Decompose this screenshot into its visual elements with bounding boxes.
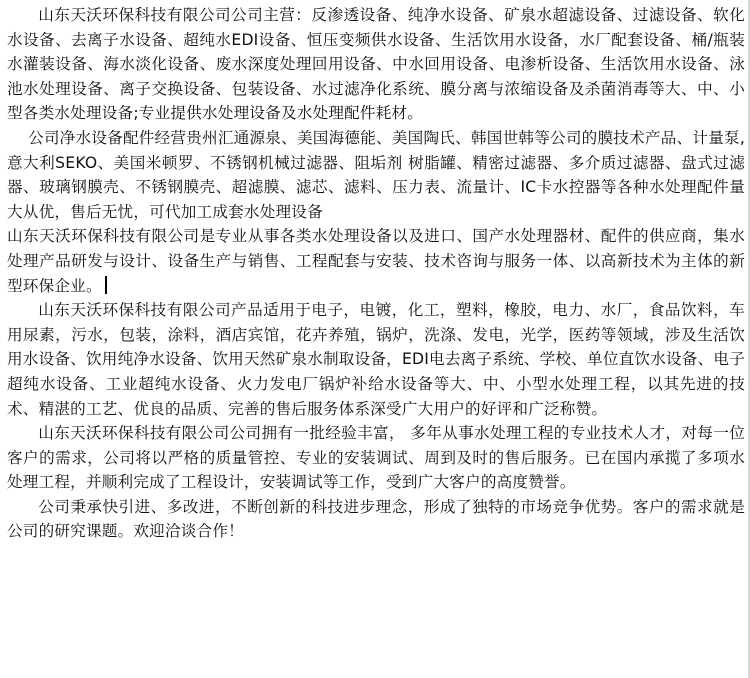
paragraph-company-profile xyxy=(7,224,745,298)
paragraph-main-business: 山东天沃环保科技有限公司公司主营：反渗透设备、纯净水设备、矿泉水超滤设备、过滤设备、软化水设备、去离子水设备、超纯水EDI设备、恒压变频供水设备、生活饮用水设备，水厂配套设备、桶/瓶装水灌装设备、海水淡化设备、废水深度处理回用设备、中水回用设备、电渗析设备、生活饮用水设备、泳池水处理设备、离子交换设备、包装设备、水过滤净化系统、膜分离与浓缩设备及杀菌消毒等大、中、小型各类水处理设备;专业提供水处理设备及水处理配件耗材。 xyxy=(7,6,745,123)
paragraph-team: 山东天沃环保科技有限公司公司拥有一批经验丰富， 多年从事水处理工程的专业技术人才，对每一位客户的需求，公司将以严格的质量管控、专业的安装调试、周到及时的售后服务。已在国内承揽了多项水处理工程，并顺利完成了工程设计，安装调试等工作，受到广大客户的高度赞誉。 xyxy=(7,424,745,492)
paragraph-parts-supply: 公司净水设备配件经营贵州汇通源泉、美国海德能、美国陶氏、韩国世韩等公司的膜技术产品、计量泵,意大利SEKO、美国米顿罗、不锈钢机械过滤器、阻垢剂 树脂罐、精密过滤器、多介质过滤器、盘式过滤器、玻璃钢膜壳、不锈钢膜壳、超滤膜、滤芯、滤料、压力表、流量计、IC卡水控器等各种水处理配件量大从优，售后无忧，可代加工成套水处理设备 xyxy=(7,128,745,221)
paragraph-applications: 山东天沃环保科技有限公司产品适用于电子，电镀，化工，塑料，橡胶，电力、水厂，食品饮料，车用尿素，污水，包装，涂料，酒店宾馆，花卉养殖，锅炉，洗涤、发电，光学，医药等领域，涉及生活饮用水设备、饮用纯净水设备、饮用天然矿泉水制取设备，EDI电去离子系统、学校、单位直饮水设备、电子超纯水设备、工业超纯水设备、火力发电厂锅炉补给水设备等大、中、小型水处理工程，以其先进的技术、精湛的工艺、优良的品质、完善的售后服务体系深受广大用户的好评和广泛称赞。 xyxy=(7,301,745,418)
paragraph-philosophy: 公司秉承快引进、多改进，不断创新的科技进步理念，形成了独特的市场竞争优势。客户的需求就是公司的研究课题。欢迎洽谈合作！ xyxy=(7,497,745,541)
document-body xyxy=(7,3,745,544)
text-cursor xyxy=(105,276,107,294)
paragraph-company-profile-text: 山东天沃环保科技有限公司是专业从事各类水处理设备以及进口、国产水处理器材、配件的供应商，集水处理产品研发与设计、设备生产与销售、工程配套与安装、技术咨询与服务一体、以高新技术为主体的新型环保企业。 xyxy=(7,227,745,295)
